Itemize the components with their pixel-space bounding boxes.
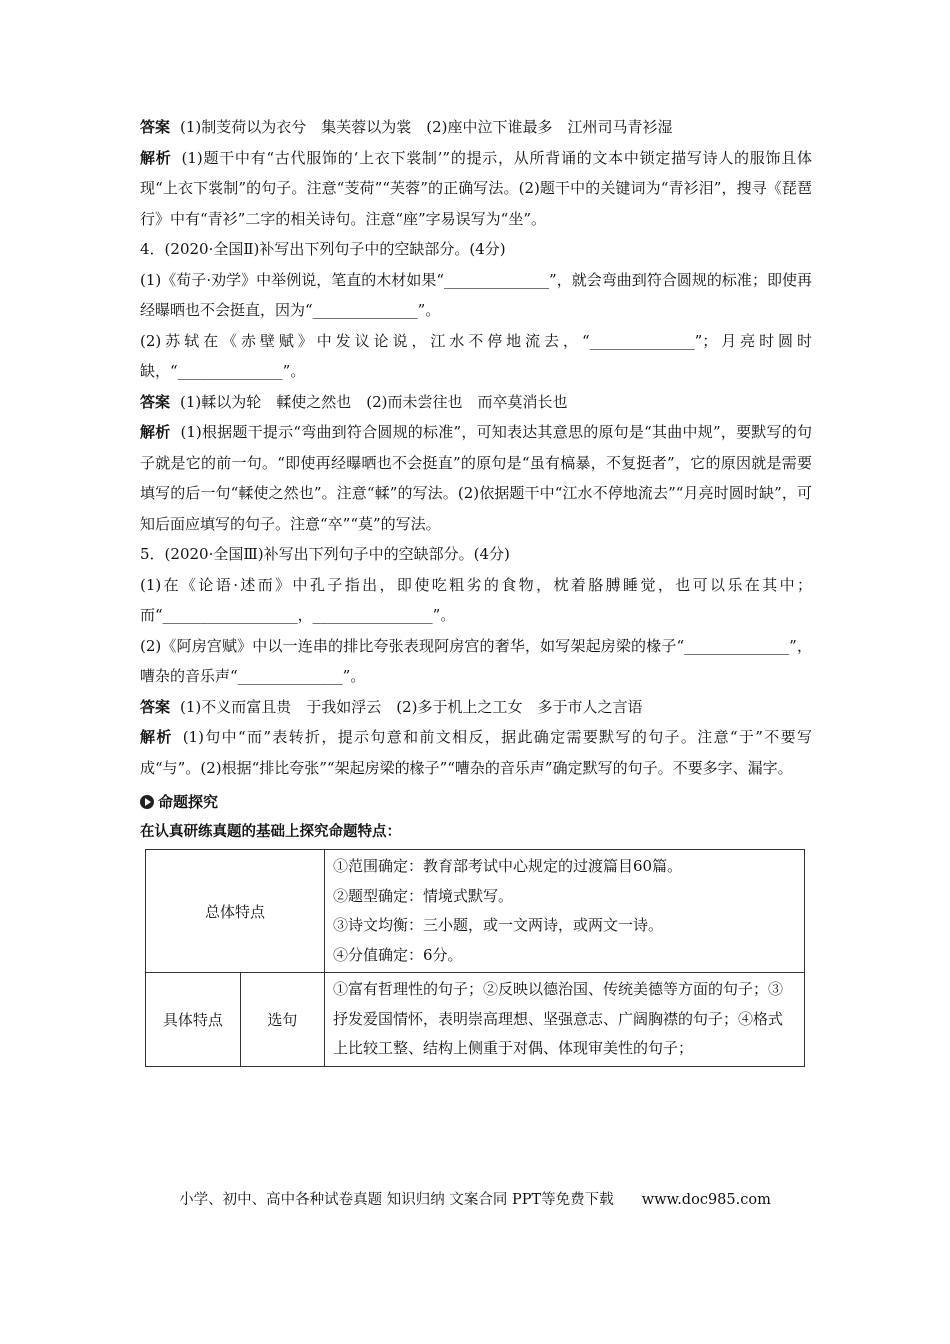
analysis-label: 解析: [140, 423, 171, 441]
analysis-block-3: [140, 143, 812, 235]
overall-item: ①范围确定：教育部考试中心规定的过渡篇目60篇。: [333, 857, 683, 875]
overall-item: ③诗文均衡：三小题，或一文两诗，或两文一诗。: [333, 916, 664, 934]
analysis-text: (1)根据题干提示“弯曲到符合圆规的标准”，可知表达其意思的原句是“其曲中规”，要默写的句子就是它的前一句。“即使再经曝晒也不会挺直”的原句是“虽有槁暴，不复挺者”，它的原因就是需要填写的后一句“輮使之然也”。注意“輮”的写法。(2)依据题干中“江水不停地流去”“月亮时圆时缺”，可知后面应填写的句子。注意“卒”“莫”的写法。: [140, 423, 812, 533]
select-text-cell: ①富有哲理性的句子；②反映以德治国、传统美德等方面的句子；③抒发爱国情怀，表明崇高理想、坚强意志、广阔胸襟的句子；④格式上比较工整、结构上侧重于对偶、体现审美性的句子；: [325, 973, 805, 1067]
answer-block-5: [140, 692, 812, 723]
question-4-title: 4．(2020·全国Ⅱ)补写出下列句子中的空缺部分。(4分): [140, 240, 506, 258]
analysis-block-5: [140, 722, 812, 783]
answer-label: 答案: [140, 392, 171, 411]
question-4-part-1: (1)《荀子·劝学》中举例说，笔直的木材如果“______________”，就会弯曲到符合圆规的标准；即使再经曝晒也不会挺直，因为“______________”。: [140, 270, 812, 319]
overall-label-cell: 总体特点: [146, 850, 325, 973]
question-4-part-2: (2)苏轼在《赤壁赋》中发议论说，江水不停地流去，“______________”；月亮时圆时缺，“______________”。: [140, 331, 812, 380]
answer-text: (1)輮以为轮 輮使之然也 (2)而未尝往也 而卒莫消长也: [180, 392, 568, 411]
page-footer: [0, 1188, 950, 1209]
analysis-text: (1)句中“而”表转折，提示句意和前文相反，据此确定需要默写的句子。注意“于”不要写成“与”。(2)根据“排比夸张”“架起房梁的椽子”“嘈杂的音乐声”确定默写的句子。不要多字、漏字。: [140, 728, 812, 777]
specific-label-cell: 具体特点: [146, 973, 241, 1067]
table-row: [146, 850, 805, 973]
answer-text: (1)制芰荷以为衣兮 集芙蓉以为裳 (2)座中泣下谁最多 江州司马青衫湿: [180, 118, 673, 136]
overall-item: ②题型确定：情境式默写。: [333, 886, 514, 905]
answer-block-3: [140, 112, 812, 143]
answer-label: 答案: [140, 697, 171, 716]
page-content: [140, 112, 812, 1067]
footer-url[interactable]: www.doc985.com: [641, 1192, 771, 1208]
overall-item: ④分值确定：6分。: [333, 945, 463, 964]
section-heading-text: 命题探究: [158, 793, 219, 811]
analysis-block-4: [140, 417, 812, 539]
overall-items-cell: [325, 850, 805, 973]
analysis-text: (1)题干中有“古代服饰的‘上衣下裳制’”的提示，从所背诵的文本中锁定描写诗人的服饰且体现“上衣下裳制”的句子。注意“芰荷”“芙蓉”的正确写法。(2)题干中的关键词为“青衫泪”，搜寻《琵琶行》中有“青衫”二字的相关诗句。注意“座”字易误写为“坐”。: [140, 148, 812, 228]
analysis-label: 解析: [140, 148, 172, 167]
play-circle-icon: [140, 795, 154, 809]
select-label-cell: 选句: [240, 973, 324, 1067]
question-5-part-2: (2)《阿房宫赋》中以一连串的排比夸张表现阿房宫的奢华，如写架起房梁的椽子“______________”，嘈杂的音乐声“______________”。: [140, 636, 812, 685]
answer-block-4: [140, 387, 812, 418]
answer-label: 答案: [140, 118, 171, 136]
footer-text: 小学、初中、高中各种试卷真题 知识归纳 文案合同 PPT等免费下载: [179, 1192, 614, 1208]
question-5-title: 5．(2020·全国Ⅲ)补写出下列句子中的空缺部分。(4分): [140, 545, 510, 563]
question-5-part-1: (1)在《论语·述而》中孔子指出，即使吃粗劣的食物，枕着胳膊睡觉，也可以乐在其中；而“__________________，________________”。: [140, 575, 812, 624]
features-table: [145, 849, 805, 1067]
section-intro: 在认真研练真题的基础上探究命题特点：: [140, 824, 401, 840]
analysis-label: 解析: [140, 728, 173, 746]
answer-text: (1)不义而富且贵 于我如浮云 (2)多于机上之工女 多于市人之言语: [180, 697, 643, 716]
section-heading: [140, 787, 812, 817]
table-row: [146, 973, 805, 1067]
